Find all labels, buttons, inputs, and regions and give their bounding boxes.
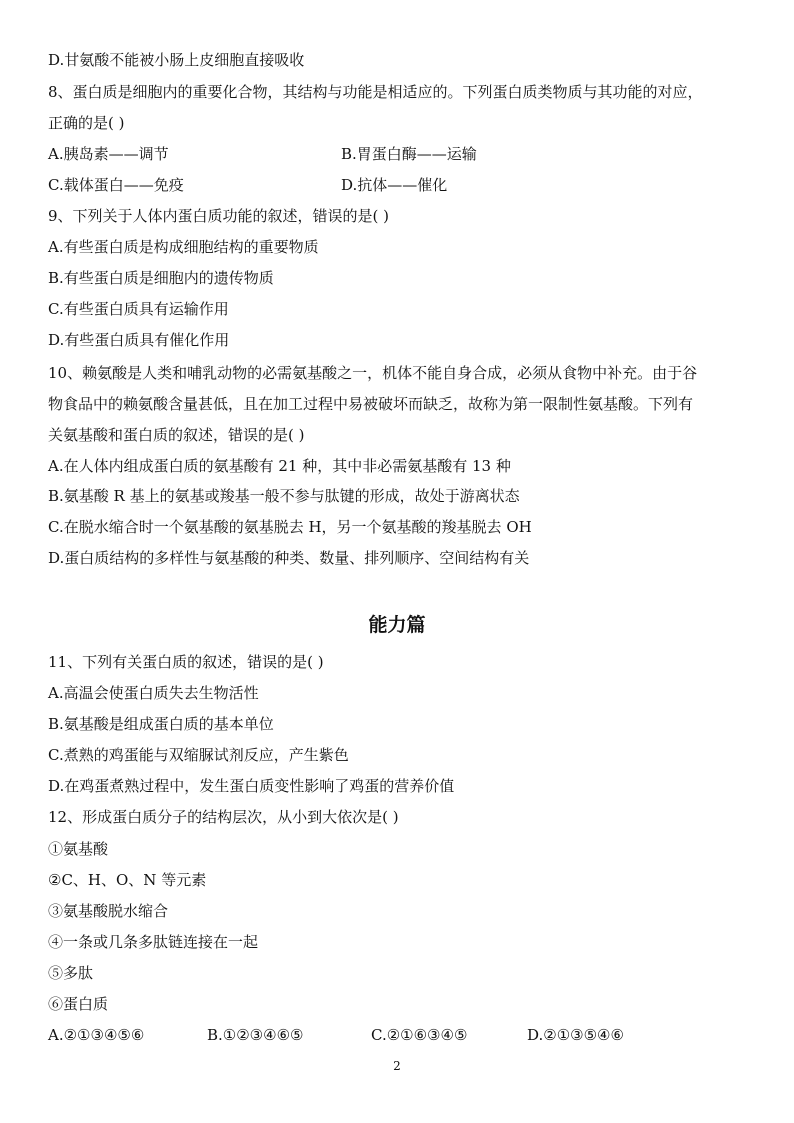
question-10-line1: 10、赖氨酸是人类和哺乳动物的必需氨基酸之一，机体不能自身合成，必须从食物中补充。由于谷 xyxy=(48,364,698,382)
question-10-line2: 物食品中的赖氨酸含量甚低，且在加工过程中易被破坏而缺乏，故称为第一限制性氨基酸。下列有 xyxy=(48,395,694,413)
option-d-q11: D.在鸡蛋煮熟过程中，发生蛋白质变性影响了鸡蛋的营养价值 xyxy=(48,777,455,795)
option-c-q8: C.载体蛋白——免疫 xyxy=(48,176,184,194)
option-b-q8: B.胃蛋白酶——运输 xyxy=(341,145,477,163)
item-3-q12: ③氨基酸脱水缩合 xyxy=(48,902,169,920)
option-a-q10: A.在人体内组成蛋白质的氨基酸有 21 种，其中非必需氨基酸有 13 种 xyxy=(48,457,511,475)
question-9: 9、下列关于人体内蛋白质功能的叙述，错误的是( ) xyxy=(48,207,390,225)
option-a-q8: A.胰岛素——调节 xyxy=(48,145,169,163)
option-c-q11: C.煮熟的鸡蛋能与双缩脲试剂反应，产生紫色 xyxy=(48,746,349,764)
option-a-q9: A.有些蛋白质是构成细胞结构的重要物质 xyxy=(48,238,319,256)
question-10-line3: 关氨基酸和蛋白质的叙述，错误的是( ) xyxy=(48,426,305,444)
option-c-q10: C.在脱水缩合时一个氨基酸的氨基脱去 H，另一个氨基酸的羧基脱去 OH xyxy=(48,518,532,536)
item-2-q12: ②C、H、O、N 等元素 xyxy=(48,871,207,889)
option-b-q12: B.①②③④⑥⑤ xyxy=(207,1026,304,1044)
option-d-q8: D.抗体——催化 xyxy=(341,176,448,194)
question-12: 12、形成蛋白质分子的结构层次，从小到大依次是( ) xyxy=(48,808,399,826)
item-5-q12: ⑤多肽 xyxy=(48,964,94,982)
question-8-line2: 正确的是( ) xyxy=(48,114,125,132)
option-d-q10: D.蛋白质结构的多样性与氨基酸的种类、数量、排列顺序、空间结构有关 xyxy=(48,549,530,567)
option-b-q11: B.氨基酸是组成蛋白质的基本单位 xyxy=(48,715,274,733)
question-11: 11、下列有关蛋白质的叙述，错误的是( ) xyxy=(48,653,324,671)
option-a-q12: A.②①③④⑤⑥ xyxy=(48,1026,145,1044)
option-d-q9: D.有些蛋白质具有催化作用 xyxy=(48,331,230,349)
item-6-q12: ⑥蛋白质 xyxy=(48,995,109,1013)
option-b-q10: B.氨基酸 R 基上的氨基或羧基一般不参与肽键的形成，故处于游离状态 xyxy=(48,487,520,505)
item-1-q12: ①氨基酸 xyxy=(48,840,109,858)
option-d-q12: D.②①③⑤④⑥ xyxy=(527,1026,624,1044)
page-number: 2 xyxy=(393,1059,401,1073)
question-8-line1: 8、蛋白质是细胞内的重要化合物，其结构与功能是相适应的。下列蛋白质类物质与其功能的对应， xyxy=(48,83,703,101)
option-d-q7: D.甘氨酸不能被小肠上皮细胞直接吸收 xyxy=(48,51,305,69)
option-a-q11: A.高温会使蛋白质失去生物活性 xyxy=(48,684,259,702)
option-b-q9: B.有些蛋白质是细胞内的遗传物质 xyxy=(48,269,274,287)
option-c-q12: C.②①⑥③④⑤ xyxy=(371,1026,468,1044)
item-4-q12: ④一条或几条多肽链连接在一起 xyxy=(48,933,259,951)
section-title: 能力篇 xyxy=(368,614,426,636)
option-c-q9: C.有些蛋白质具有运输作用 xyxy=(48,300,229,318)
